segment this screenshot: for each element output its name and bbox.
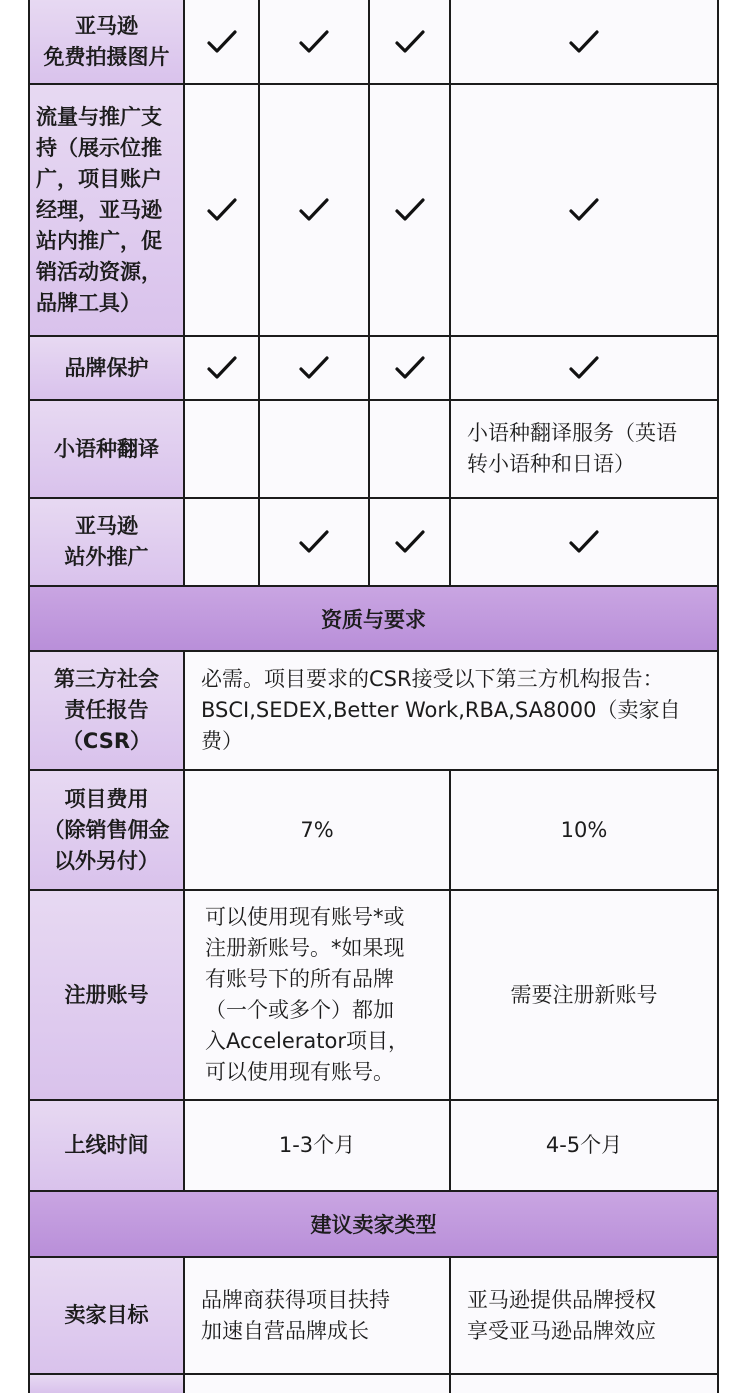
empty-cell (183, 499, 258, 585)
row-label: 亚马逊 站外推广 (28, 499, 183, 585)
checkmark-icon (183, 0, 258, 83)
row-label: 亚马逊 免费拍摄图片 (28, 0, 183, 83)
row-label: 流量与推广支 持（展示位推 广，项目账户 经理，亚马逊 站内推广，促 销活动资源， 品牌工具） (28, 85, 183, 335)
translation-service-text: 小语种翻译服务（英语 转小语种和日语） (449, 401, 719, 497)
table-row (28, 1375, 719, 1393)
checkmark-icon (183, 337, 258, 399)
table-row (28, 1258, 719, 1373)
row-label: 上线时间 (28, 1101, 183, 1190)
table-row (28, 0, 719, 83)
checkmark-icon (449, 499, 719, 585)
checkmark-icon (368, 0, 449, 83)
section-header-requirements: 资质与要求 (28, 587, 719, 650)
table-row (28, 401, 719, 497)
row-label: 第三方社会 责任报告 （CSR） (28, 652, 183, 769)
section-header-seller-type: 建议卖家类型 (28, 1192, 719, 1256)
checkmark-icon (258, 0, 368, 83)
table-row (28, 891, 719, 1099)
seller-goal: 品牌商获得项目扶持 加速自营品牌成长 (183, 1258, 449, 1373)
row-label: 项目费用 （除销售佣金 以外另付） (28, 771, 183, 889)
account-description: 可以使用现有账号*或 注册新账号。*如果现 有账号下的所有品牌 （一个或多个）都加 入Accelerator项目， 可以使用现有账号。 (183, 891, 449, 1099)
table-row (28, 652, 719, 769)
account-requirement: 需要注册新账号 (449, 891, 719, 1099)
launch-time: 4-5个月 (449, 1101, 719, 1190)
checkmark-icon (258, 499, 368, 585)
empty-cell (258, 401, 368, 497)
table-row (28, 1101, 719, 1190)
checkmark-icon (449, 337, 719, 399)
row-label: 卖家目标 (28, 1258, 183, 1373)
empty-cell (183, 1375, 449, 1393)
empty-cell (449, 1375, 719, 1393)
seller-goal: 亚马逊提供品牌授权 享受亚马逊品牌效应 (449, 1258, 719, 1373)
table-row (28, 85, 719, 335)
checkmark-icon (449, 0, 719, 83)
checkmark-icon (368, 85, 449, 335)
launch-time: 1-3个月 (183, 1101, 449, 1190)
checkmark-icon (258, 85, 368, 335)
empty-cell (183, 401, 258, 497)
checkmark-icon (368, 337, 449, 399)
row-label: 注册账号 (28, 891, 183, 1099)
checkmark-icon (368, 499, 449, 585)
row-label (28, 1375, 183, 1393)
fee-value: 7% (183, 771, 449, 889)
empty-cell (368, 401, 449, 497)
fee-value: 10% (449, 771, 719, 889)
checkmark-icon (183, 85, 258, 335)
table-row (28, 499, 719, 585)
csr-requirement-text: 必需。项目要求的CSR接受以下第三方机构报告： BSCI,SEDEX,Better Work,RBA,SA8000（卖家自 费） (183, 652, 719, 769)
checkmark-icon (449, 85, 719, 335)
table-row (28, 337, 719, 399)
row-label: 品牌保护 (28, 337, 183, 399)
row-label: 小语种翻译 (28, 401, 183, 497)
table-row (28, 771, 719, 889)
checkmark-icon (258, 337, 368, 399)
